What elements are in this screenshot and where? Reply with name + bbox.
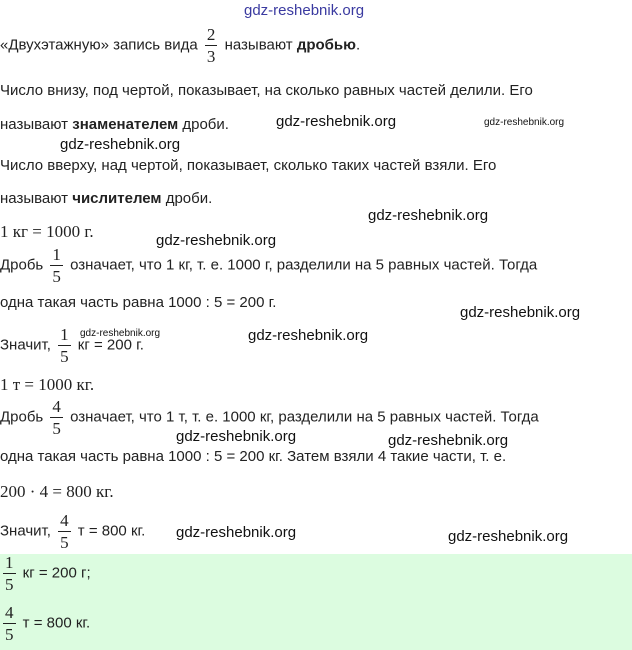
watermark: gdz-reshebnik.org [80,328,161,339]
paragraph-line: Число вверху, над чертой, показывает, сколько таких частей взяли. Его [0,157,497,174]
answer-line: $\frac{4}{5}$ т = 800 кг. [5,603,91,644]
watermark-top: gdz-reshebnik.org [244,2,365,19]
watermark: gdz-reshebnik.org [448,528,569,545]
paragraph-line: Дробь $\frac{4}{5}$ означает, что 1 т, т. е. 1000 кг, разделили на 5 равных частей. Тогда [0,397,539,438]
paragraph-line: Дробь $\frac{1}{5}$ означает, что 1 кг, т. е. 1000 г, разделили на 5 равных частей. Тогда [0,245,538,286]
watermark: gdz-reshebnik.org [176,428,297,445]
paragraph-line: Значит, $\frac{4}{5}$ т = 800 кг. [0,511,146,552]
math-line: 200 · 4 = 800 кг. [0,482,114,501]
watermark: gdz-reshebnik.org [460,304,581,321]
math-line: 1 кг = 1000 г. [0,222,94,241]
watermark: gdz-reshebnik.org [60,136,181,153]
paragraph-line: называют знаменателем дроби. [0,116,229,133]
fraction: $\frac{4}{5}$ [5,603,14,644]
fraction: $\frac{1}{5}$ [60,325,69,366]
answer-box [0,554,632,650]
watermark: gdz-reshebnik.org [276,113,397,130]
watermark: gdz-reshebnik.org [484,117,565,128]
watermark: gdz-reshebnik.org [248,327,369,344]
fraction: $\frac{2}{3}$ [206,25,216,66]
fraction: $\frac{1}{5}$ [5,553,14,594]
paragraph-line: одна такая часть равна 1000 : 5 = 200 г. [0,294,277,311]
definition-fraction: «Двухэтажную» запись вида $\frac{2}{3}$ называют дробью. [0,25,361,66]
paragraph-line: называют числителем дроби. [0,190,213,207]
fraction: $\frac{1}{5}$ [52,245,61,286]
paragraph-line: Значит, $\frac{1}{5}$ кг = 200 г. [0,325,144,366]
answer-line: $\frac{1}{5}$ кг = 200 г; [5,553,91,594]
paragraph-line: Число внизу, под чертой, показывает, на сколько равных частей делили. Его [0,82,533,99]
math-line: 1 т = 1000 кг. [0,375,95,394]
watermark: gdz-reshebnik.org [388,432,509,449]
watermark: gdz-reshebnik.org [156,232,277,249]
fraction: $\frac{4}{5}$ [60,511,69,552]
paragraph-line: одна такая часть равна 1000 : 5 = 200 кг. Затем взяли 4 такие части, т. е. [0,448,507,465]
fraction: $\frac{4}{5}$ [52,397,61,438]
watermark: gdz-reshebnik.org [176,524,297,541]
watermark: gdz-reshebnik.org [368,207,489,224]
